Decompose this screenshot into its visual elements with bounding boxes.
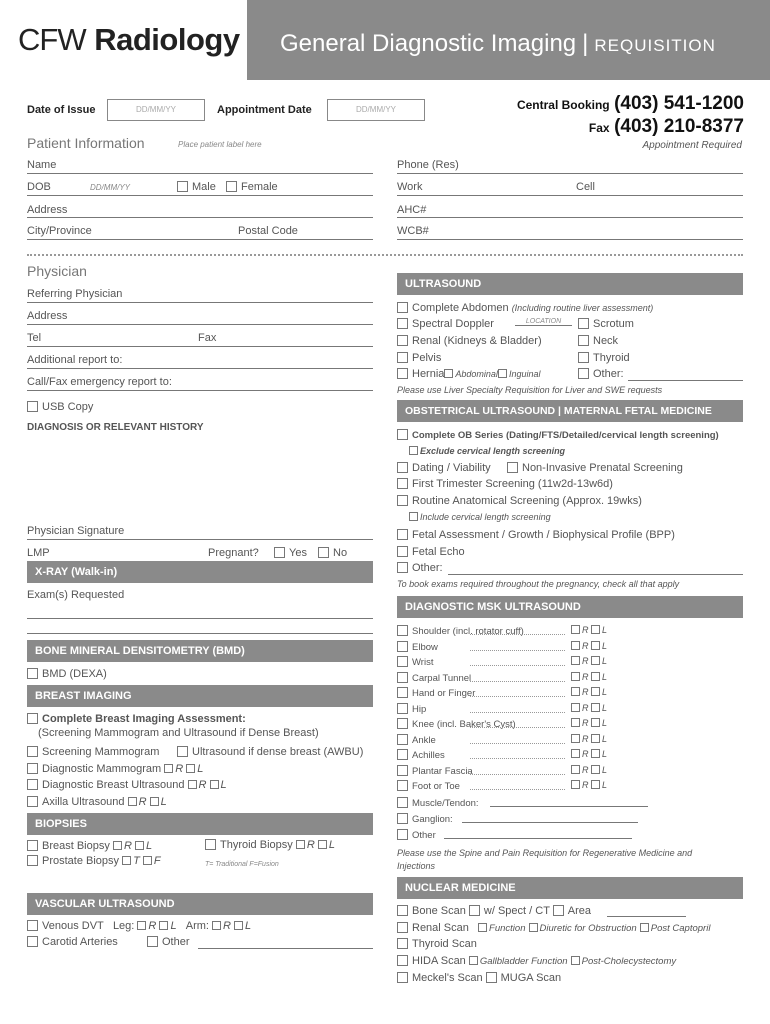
- msk-item-leader: [470, 712, 565, 713]
- phys-address-field[interactable]: [27, 324, 373, 325]
- diuretic-checkbox[interactable]: [529, 923, 538, 932]
- physician-heading: Physician: [27, 263, 87, 279]
- arm-l[interactable]: [234, 921, 243, 930]
- central-booking: Central Booking (403) 541-1200: [516, 93, 744, 114]
- prostate-biopsy-option[interactable]: Prostate Biopsy T F: [27, 855, 161, 867]
- vascular-other-field[interactable]: [198, 948, 373, 949]
- routine-anatomical-checkbox[interactable]: [397, 495, 408, 506]
- msk-other-checkbox[interactable]: [397, 829, 408, 840]
- fetal-assessment-checkbox[interactable]: [397, 529, 408, 540]
- thyroid-biopsy-option[interactable]: Thyroid Biopsy R L: [205, 839, 335, 851]
- msk-r-checkbox[interactable]: [571, 672, 580, 681]
- msk-r-checkbox[interactable]: [571, 734, 580, 743]
- ob-other-checkbox[interactable]: [397, 562, 408, 573]
- breast-biopsy-r[interactable]: [113, 841, 122, 850]
- bmd-checkbox[interactable]: [27, 668, 38, 679]
- msk-l-checkbox[interactable]: [591, 672, 600, 681]
- msk-item[interactable]: [397, 625, 524, 637]
- msk-item-side[interactable]: R L: [571, 780, 607, 790]
- bmd-heading: BONE MINERAL DENSITOMETRY (BMD): [27, 640, 373, 662]
- msk-r-checkbox[interactable]: [571, 718, 580, 727]
- msk-item[interactable]: [397, 734, 436, 746]
- msk-l-checkbox[interactable]: [591, 656, 600, 665]
- carotid-checkbox[interactable]: [27, 936, 38, 947]
- msk-item-leader: [470, 743, 565, 744]
- prostate-f[interactable]: [143, 856, 152, 865]
- msk-item-leader: [470, 650, 565, 651]
- msk-l-checkbox[interactable]: [591, 687, 600, 696]
- vascular-other-option[interactable]: Other: [147, 936, 190, 948]
- fax-label: Fax: [198, 332, 217, 344]
- address-label: Address: [27, 204, 68, 216]
- neck-option[interactable]: Neck: [578, 335, 618, 347]
- dob-label: DOB: [27, 181, 51, 193]
- logo: [18, 22, 240, 58]
- captopril-checkbox[interactable]: [640, 923, 649, 932]
- gallbladder-checkbox[interactable]: [469, 956, 478, 965]
- appointment-required: Appointment Required: [642, 140, 742, 151]
- doppler-location-field[interactable]: LOCATION: [515, 318, 572, 326]
- breast-biopsy-option[interactable]: Breast Biopsy R L: [27, 840, 152, 852]
- ob-other-field[interactable]: [448, 574, 743, 575]
- msk-item-checkbox[interactable]: [397, 672, 408, 683]
- breast-heading: BREAST IMAGING: [27, 685, 373, 707]
- hernia-checkbox[interactable]: [397, 368, 408, 379]
- appointment-date-label: Appointment Date: [217, 104, 312, 116]
- ganglion-option[interactable]: Ganglion:: [397, 813, 453, 825]
- msk-item-checkbox[interactable]: [397, 734, 408, 745]
- spect-checkbox[interactable]: [469, 905, 480, 916]
- msk-l-checkbox[interactable]: [591, 718, 600, 727]
- msk-item-label: Hip: [412, 703, 427, 715]
- msk-item-checkbox[interactable]: [397, 780, 408, 791]
- msk-item[interactable]: [397, 703, 426, 715]
- no-checkbox[interactable]: [318, 547, 329, 558]
- venous-checkbox[interactable]: [27, 920, 38, 931]
- renal-option[interactable]: Renal (Kidneys & Bladder): [397, 335, 542, 347]
- msk-item-side[interactable]: R L: [571, 734, 607, 744]
- msk-l-checkbox[interactable]: [591, 765, 600, 774]
- work-cell-field[interactable]: [397, 195, 743, 196]
- msk-item[interactable]: [397, 780, 460, 792]
- city-label: City/Province: [27, 225, 92, 237]
- exams-label: Exam(s) Requested: [27, 589, 125, 601]
- muscle-checkbox[interactable]: [397, 797, 408, 808]
- us-dense-checkbox[interactable]: [177, 746, 188, 757]
- logo-mark: CFW: [18, 22, 86, 57]
- dob-field[interactable]: [27, 195, 373, 196]
- nuclear-heading: NUCLEAR MEDICINE: [397, 877, 743, 899]
- diag-us-checkbox[interactable]: [27, 779, 38, 790]
- thyroid-biopsy-checkbox[interactable]: [205, 839, 216, 850]
- xray-heading: X-RAY (Walk-in): [27, 561, 373, 583]
- requisition-label: REQUISITION: [594, 36, 716, 55]
- thyroid-biopsy-r[interactable]: [296, 840, 305, 849]
- leg-r[interactable]: [137, 921, 146, 930]
- breast-complete-option[interactable]: Complete Breast Imaging Assessment:: [27, 713, 246, 725]
- msk-item-leader: [470, 789, 565, 790]
- us-other-field[interactable]: [628, 380, 743, 381]
- cell-label: Cell: [576, 181, 595, 193]
- axilla-r[interactable]: [128, 797, 137, 806]
- female-option[interactable]: Female: [226, 181, 278, 193]
- phone-res-label: Phone (Res): [397, 159, 459, 171]
- ultrasound-heading: ULTRASOUND: [397, 273, 743, 295]
- additional-report-label: Additional report to:: [27, 354, 123, 366]
- hernia-abdominal[interactable]: [444, 369, 453, 378]
- wcb-field[interactable]: [397, 239, 743, 240]
- thyroid-scan-checkbox[interactable]: [397, 938, 408, 949]
- muscle-option[interactable]: Muscle/Tendon:: [397, 797, 479, 809]
- referring-field[interactable]: [27, 302, 373, 303]
- postchol-checkbox[interactable]: [571, 956, 580, 965]
- pregnant-label: Pregnant?: [208, 547, 259, 559]
- screening-mammo-option[interactable]: Screening Mammogram: [27, 746, 159, 758]
- msk-l-checkbox[interactable]: [591, 641, 600, 650]
- pregnant-yes[interactable]: Yes: [274, 547, 307, 559]
- ob-complete-option[interactable]: Complete OB Series (Dating/FTS/Detailed/cervical length screening): [397, 429, 719, 441]
- function-checkbox[interactable]: [478, 923, 487, 932]
- renal-checkbox[interactable]: [397, 335, 408, 346]
- diag-mammo-checkbox[interactable]: [27, 763, 38, 774]
- msk-item-leader: [470, 634, 565, 635]
- abdomen-checkbox[interactable]: [397, 302, 408, 313]
- msk-other-field[interactable]: [444, 838, 632, 839]
- msk-item-leader: [470, 774, 565, 775]
- breast-biopsy-checkbox[interactable]: [27, 840, 38, 851]
- first-trimester-checkbox[interactable]: [397, 478, 408, 489]
- vascular-heading: VASCULAR ULTRASOUND: [27, 893, 373, 915]
- msk-item-label: Wrist: [412, 657, 434, 668]
- venous-option[interactable]: Venous DVT Leg: R L Arm: R L: [27, 920, 251, 932]
- msk-item-leader: [470, 758, 565, 759]
- doppler-option[interactable]: Spectral Doppler: [397, 318, 494, 330]
- msk-r-checkbox[interactable]: [571, 656, 580, 665]
- include-cervical-option[interactable]: Include cervical length screening: [409, 512, 551, 522]
- tel-fax-field[interactable]: [27, 346, 373, 347]
- prostate-t[interactable]: [122, 856, 131, 865]
- additional-report-field[interactable]: [27, 368, 373, 369]
- include-cervical-checkbox[interactable]: [409, 512, 418, 521]
- tel-label: Tel: [27, 332, 42, 344]
- scrotum-checkbox[interactable]: [578, 318, 589, 329]
- msk-item-checkbox[interactable]: [397, 718, 408, 729]
- yes-checkbox[interactable]: [274, 547, 285, 558]
- signature-field[interactable]: [27, 539, 373, 540]
- msk-item-leader: [470, 696, 565, 697]
- msk-item-side[interactable]: R L: [571, 718, 607, 728]
- doppler-checkbox[interactable]: [397, 318, 408, 329]
- ob-heading: OBSTETRICAL ULTRASOUND | MATERNAL FETAL MEDICINE: [397, 400, 743, 422]
- us-note: Please use Liver Specialty Requisition for Liver and SWE requests: [397, 385, 663, 395]
- ob-other-option[interactable]: Other:: [397, 562, 443, 574]
- renal-scan-checkbox[interactable]: [397, 922, 408, 933]
- renal-scan-option[interactable]: Renal Scan Function Diuretic for Obstruction Post Captopril: [397, 922, 710, 934]
- breast-complete-sub: (Screening Mammogram and Ultrasound if Dense Breast): [38, 727, 319, 739]
- thyroid-scan-option[interactable]: Thyroid Scan: [397, 938, 477, 950]
- pelvis-option[interactable]: Pelvis: [397, 352, 441, 364]
- msk-item-label: Shoulder (incl. rotator cuff): [412, 626, 524, 637]
- usb-option[interactable]: USB Copy: [27, 401, 93, 413]
- msk-item-leader: [470, 681, 565, 682]
- msk-item-leader: [470, 665, 565, 666]
- muscle-field[interactable]: [490, 806, 648, 807]
- msk-l-checkbox[interactable]: [591, 625, 600, 634]
- diag-mammo-r[interactable]: [164, 764, 173, 773]
- address-field[interactable]: [27, 217, 373, 218]
- msk-item-side[interactable]: R L: [571, 687, 607, 697]
- msk-item-label: Elbow: [412, 641, 438, 653]
- msk-item-checkbox[interactable]: [397, 749, 408, 760]
- msk-r-checkbox[interactable]: [571, 625, 580, 634]
- msk-item-side[interactable]: R L: [571, 749, 607, 759]
- exclude-checkbox[interactable]: [409, 446, 418, 455]
- ob-complete-checkbox[interactable]: [397, 429, 408, 440]
- exclude-option[interactable]: Exclude cervical length screening: [409, 446, 565, 456]
- neck-checkbox[interactable]: [578, 335, 589, 346]
- msk-item-side[interactable]: R L: [571, 765, 607, 775]
- female-checkbox[interactable]: [226, 181, 237, 192]
- ganglion-checkbox[interactable]: [397, 813, 408, 824]
- msk-item-checkbox[interactable]: [397, 656, 408, 667]
- msk-other-option[interactable]: Other: [397, 829, 436, 841]
- thyroid-us-option[interactable]: Thyroid: [578, 352, 630, 364]
- biopsies-heading: BIOPSIES: [27, 813, 373, 835]
- lmp-label: LMP: [27, 547, 50, 559]
- pelvis-checkbox[interactable]: [397, 352, 408, 363]
- bone-scan-option[interactable]: Bone Scan w/ Spect / CT Area: [397, 905, 591, 917]
- biopsy-note: T= Traditional F=Fusion: [205, 861, 279, 868]
- fetal-assessment-option[interactable]: Fetal Assessment / Growth / Biophysical Profile (BPP): [397, 529, 675, 541]
- muga-checkbox[interactable]: [486, 972, 497, 983]
- msk-r-checkbox[interactable]: [571, 687, 580, 696]
- date-issue-field[interactable]: DD/MM/YY: [107, 99, 205, 121]
- signature-label: Physician Signature: [27, 525, 125, 537]
- logo-name: Radiology: [94, 22, 240, 57]
- referring-label: Referring Physician: [27, 288, 123, 300]
- ahc-label: AHC#: [397, 204, 427, 216]
- dating-checkbox[interactable]: [397, 462, 408, 473]
- msk-item-checkbox[interactable]: [397, 765, 408, 776]
- date-issue-label: Date of Issue: [27, 104, 96, 116]
- diag-mammo-l[interactable]: [186, 764, 195, 773]
- msk-item-label: Ankle: [412, 734, 436, 746]
- meckel-option[interactable]: Meckel's Scan MUGA Scan: [397, 972, 561, 984]
- ob-note: To book exams required throughout the pregnancy, check all that apply: [397, 579, 680, 589]
- routine-anatomical-option[interactable]: Routine Anatomical Screening (Approx. 19wks): [397, 495, 642, 507]
- name-field[interactable]: [27, 173, 373, 174]
- pregnant-no[interactable]: No: [318, 547, 347, 559]
- msk-r-checkbox[interactable]: [571, 780, 580, 789]
- call-fax-label: Call/Fax emergency report to:: [27, 376, 172, 388]
- prostate-biopsy-checkbox[interactable]: [27, 855, 38, 866]
- msk-item-label: Knee (incl. Baker's Cyst): [412, 719, 516, 730]
- us-dense-option[interactable]: Ultrasound if dense breast (AWBU): [177, 746, 363, 758]
- abdomen-option[interactable]: Complete Abdomen (Including routine liver assessment): [397, 302, 653, 314]
- msk-item-side[interactable]: R L: [571, 656, 607, 666]
- msk-item-label: Achilles: [412, 750, 445, 761]
- wcb-label: WCB#: [397, 225, 429, 237]
- carotid-option[interactable]: Carotid Arteries: [27, 936, 118, 948]
- thyroid-us-checkbox[interactable]: [578, 352, 589, 363]
- axilla-checkbox[interactable]: [27, 796, 38, 807]
- dob-placeholder: DD/MM/YY: [90, 183, 130, 192]
- page-title: General Diagnostic Imaging | REQUISITION: [280, 30, 716, 57]
- meckel-checkbox[interactable]: [397, 972, 408, 983]
- phone-res-field[interactable]: [397, 173, 743, 174]
- postal-label: Postal Code: [238, 225, 298, 237]
- area-field[interactable]: [607, 916, 686, 917]
- msk-item-label: Carpal Tunnel: [412, 672, 472, 684]
- fetal-echo-checkbox[interactable]: [397, 546, 408, 557]
- bmd-option[interactable]: BMD (DEXA): [27, 668, 107, 680]
- msk-item[interactable]: [397, 749, 445, 761]
- us-other-checkbox[interactable]: [578, 368, 589, 379]
- screening-mammo-checkbox[interactable]: [27, 746, 38, 757]
- hernia-option[interactable]: Hernia Abdominal Inguinal: [397, 368, 540, 380]
- msk-item-checkbox[interactable]: [397, 641, 408, 652]
- patient-info-heading: Patient Information: [27, 135, 145, 151]
- hida-checkbox[interactable]: [397, 955, 408, 966]
- name-label: Name: [27, 159, 57, 171]
- msk-item[interactable]: [397, 656, 433, 668]
- exams-field-1[interactable]: [27, 618, 373, 619]
- bone-scan-checkbox[interactable]: [397, 905, 408, 916]
- msk-item[interactable]: [397, 765, 473, 777]
- patient-label-hint: Place patient label here: [178, 140, 262, 149]
- msk-item-checkbox[interactable]: [397, 625, 408, 636]
- msk-l-checkbox[interactable]: [591, 734, 600, 743]
- msk-item-leader: [470, 727, 565, 728]
- msk-item[interactable]: [397, 641, 438, 653]
- vascular-other-checkbox[interactable]: [147, 936, 158, 947]
- usb-checkbox[interactable]: [27, 401, 38, 412]
- work-label: Work: [397, 181, 423, 193]
- diag-us-r[interactable]: [188, 780, 197, 789]
- msk-item-label: Hand or Finger: [412, 688, 476, 699]
- fetal-echo-option[interactable]: Fetal Echo: [397, 546, 465, 558]
- phys-address-label: Address: [27, 310, 68, 322]
- msk-r-checkbox[interactable]: [571, 641, 580, 650]
- male-checkbox[interactable]: [177, 181, 188, 192]
- msk-r-checkbox[interactable]: [571, 749, 580, 758]
- msk-r-checkbox[interactable]: [571, 765, 580, 774]
- msk-item-checkbox[interactable]: [397, 703, 408, 714]
- msk-item-side[interactable]: R L: [571, 703, 607, 713]
- msk-item[interactable]: [397, 718, 516, 730]
- ganglion-field[interactable]: [462, 822, 638, 823]
- msk-item-side[interactable]: R L: [571, 641, 607, 651]
- nipt-checkbox[interactable]: [507, 462, 518, 473]
- breast-biopsy-l[interactable]: [135, 841, 144, 850]
- dating-option[interactable]: Dating / Viability: [397, 462, 491, 474]
- msk-heading: DIAGNOSTIC MSK ULTRASOUND: [397, 596, 743, 618]
- msk-r-checkbox[interactable]: [571, 703, 580, 712]
- msk-item-checkbox[interactable]: [397, 687, 408, 698]
- divider: [27, 254, 743, 256]
- fax-number: Fax (403) 210-8377: [588, 116, 744, 137]
- thyroid-biopsy-l[interactable]: [318, 840, 327, 849]
- breast-complete-checkbox[interactable]: [27, 713, 38, 724]
- scrotum-option[interactable]: Scrotum: [578, 318, 634, 330]
- hida-option[interactable]: HIDA Scan Gallbladder Function Post-Cholecystectomy: [397, 955, 676, 967]
- male-option[interactable]: Male: [177, 181, 216, 193]
- area-checkbox[interactable]: [553, 905, 564, 916]
- diagnosis-heading: DIAGNOSIS OR RELEVANT HISTORY: [27, 422, 204, 433]
- diag-us-option[interactable]: Diagnostic Breast Ultrasound R L: [27, 779, 227, 791]
- msk-l-checkbox[interactable]: [591, 780, 600, 789]
- first-trimester-option[interactable]: First Trimester Screening (11w2d-13w6d): [397, 478, 613, 490]
- appointment-date-field[interactable]: DD/MM/YY: [327, 99, 425, 121]
- msk-l-checkbox[interactable]: [591, 749, 600, 758]
- us-other-option[interactable]: Other:: [578, 368, 624, 380]
- ahc-field[interactable]: [397, 217, 743, 218]
- axilla-option[interactable]: Axilla Ultrasound R L: [27, 796, 167, 808]
- nipt-option[interactable]: Non-Invasive Prenatal Screening: [507, 462, 683, 474]
- call-fax-field[interactable]: [27, 390, 373, 391]
- msk-item-side[interactable]: R L: [571, 672, 607, 682]
- diag-us-l[interactable]: [210, 780, 219, 789]
- msk-item-label: Plantar Fascia: [412, 765, 473, 777]
- msk-item[interactable]: [397, 687, 475, 699]
- arm-r[interactable]: [212, 921, 221, 930]
- msk-l-checkbox[interactable]: [591, 703, 600, 712]
- exams-field-2[interactable]: [27, 633, 373, 634]
- msk-item[interactable]: [397, 672, 471, 684]
- msk-item-label: Foot or Toe: [412, 781, 460, 792]
- msk-note: Please use the Spine and Pain Requisition for Regenerative Medicine and Injections: [397, 848, 693, 871]
- leg-l[interactable]: [159, 921, 168, 930]
- diag-mammo-option[interactable]: Diagnostic Mammogram R L: [27, 763, 203, 775]
- city-field[interactable]: [27, 239, 373, 240]
- msk-item-side[interactable]: R L: [571, 625, 607, 635]
- axilla-l[interactable]: [150, 797, 159, 806]
- hernia-inguinal[interactable]: [498, 369, 507, 378]
